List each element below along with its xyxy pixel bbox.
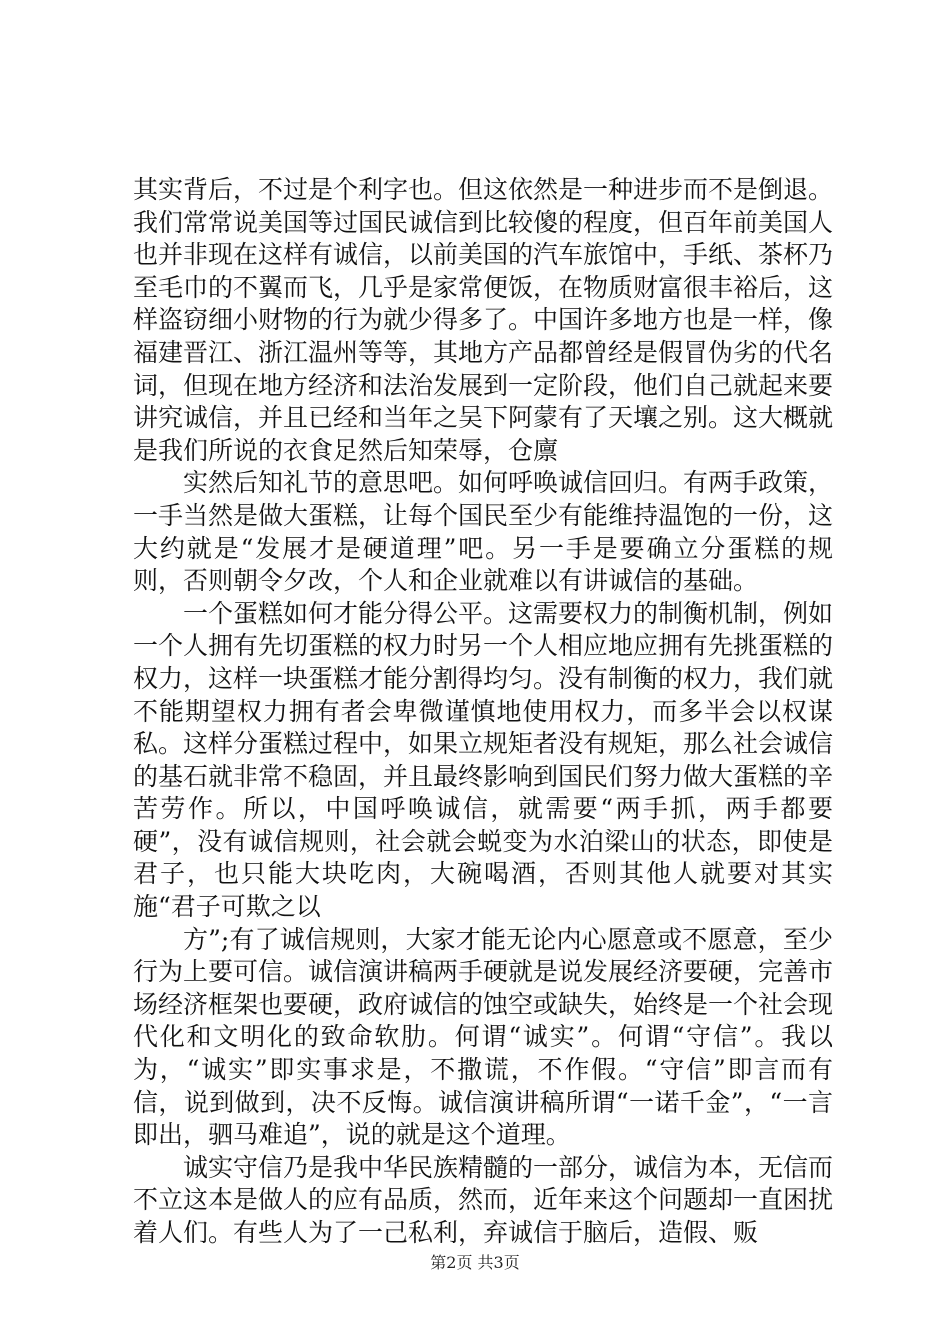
paragraph-5: 诚实守信乃是我中华民族精髓的一部分，诚信为本，无信而不立这本是做人的应有品质，然而，近年来这个问题却一直困扰着人们。有些人为了一己私利，弃诚信于脑后，造假、贩 — [133, 1152, 834, 1247]
document-body — [133, 174, 833, 1250]
paragraph-2: 实然后知礼节的意思吧。如何呼唤诚信回归。有两手政策，一手当然是做大蛋糕，让每个国民至少有能维持温饱的一份，这大约就是“发展才是硬道理”吧。另一手是要确立分蛋糕的规则，否则朝令夕改，个人和企业就难以有讲诚信的基础。 — [133, 468, 834, 596]
paragraph-1: 其实背后，不过是个利字也。但这依然是一种进步而不是倒退。我们常常说美国等过国民诚信到比较傻的程度，但百年前美国人也并非现在这样有诚信，以前美国的汽车旅馆中，手纸、茶杯乃至毛巾的不翼而飞，几乎是家常便饭，在物质财富很丰裕后，这样盗窃细小财物的行为就少得多了。中国许多地方也是一样，像福建晋江、浙江温州等等，其地方产品都曾经是假冒伪劣的代名词，但现在地方经济和法治发展到一定阶段，他们自己就起来要讲究诚信，并且已经和当年之吴下阿蒙有了天壤之别。这大概就是我们所说的衣食足然后知荣辱，仓廪 — [133, 175, 834, 465]
paragraph-3: 一个蛋糕如何才能分得公平。这需要权力的制衡机制，例如一个人拥有先切蛋糕的权力时另一个人相应地应拥有先挑蛋糕的权力，这样一块蛋糕才能分割得均匀。没有制衡的权力，我们就不能期望权力拥有者会卑微谨慎地使用权力，而多半会以权谋私。这样分蛋糕过程中，如果立规矩者没有规矩，那么社会诚信的基石就非常不稳固，并且最终影响到国民们努力做大蛋糕的辛苦劳作。所以，中国呼唤诚信，就需要“两手抓，两手都要硬”，没有诚信规则，社会就会蜕变为水泊梁山的状态，即使是君子，也只能大块吃肉，大碗喝酒，否则其他人就要对其实施“君子可欺之以 — [133, 598, 834, 922]
page-number-footer: 第2页 共3页 — [430, 1253, 520, 1272]
paragraph-4: 方”;有了诚信规则，大家才能无论内心愿意或不愿意，至少行为上要可信。诚信演讲稿两手硬就是说发展经济要硬，完善市场经济框架也要硬，政府诚信的蚀空或缺失，始终是一个社会现代化和文明化的致命软肋。何谓“诚实”。何谓“守信”。我以为，“诚实”即实事求是，不撒谎，不作假。“守信”即言而有信，说到做到，决不反悔。诚信演讲稿所谓“一诺千金”，“一言即出，驷马难追”，说的就是这个道理。 — [133, 924, 834, 1150]
